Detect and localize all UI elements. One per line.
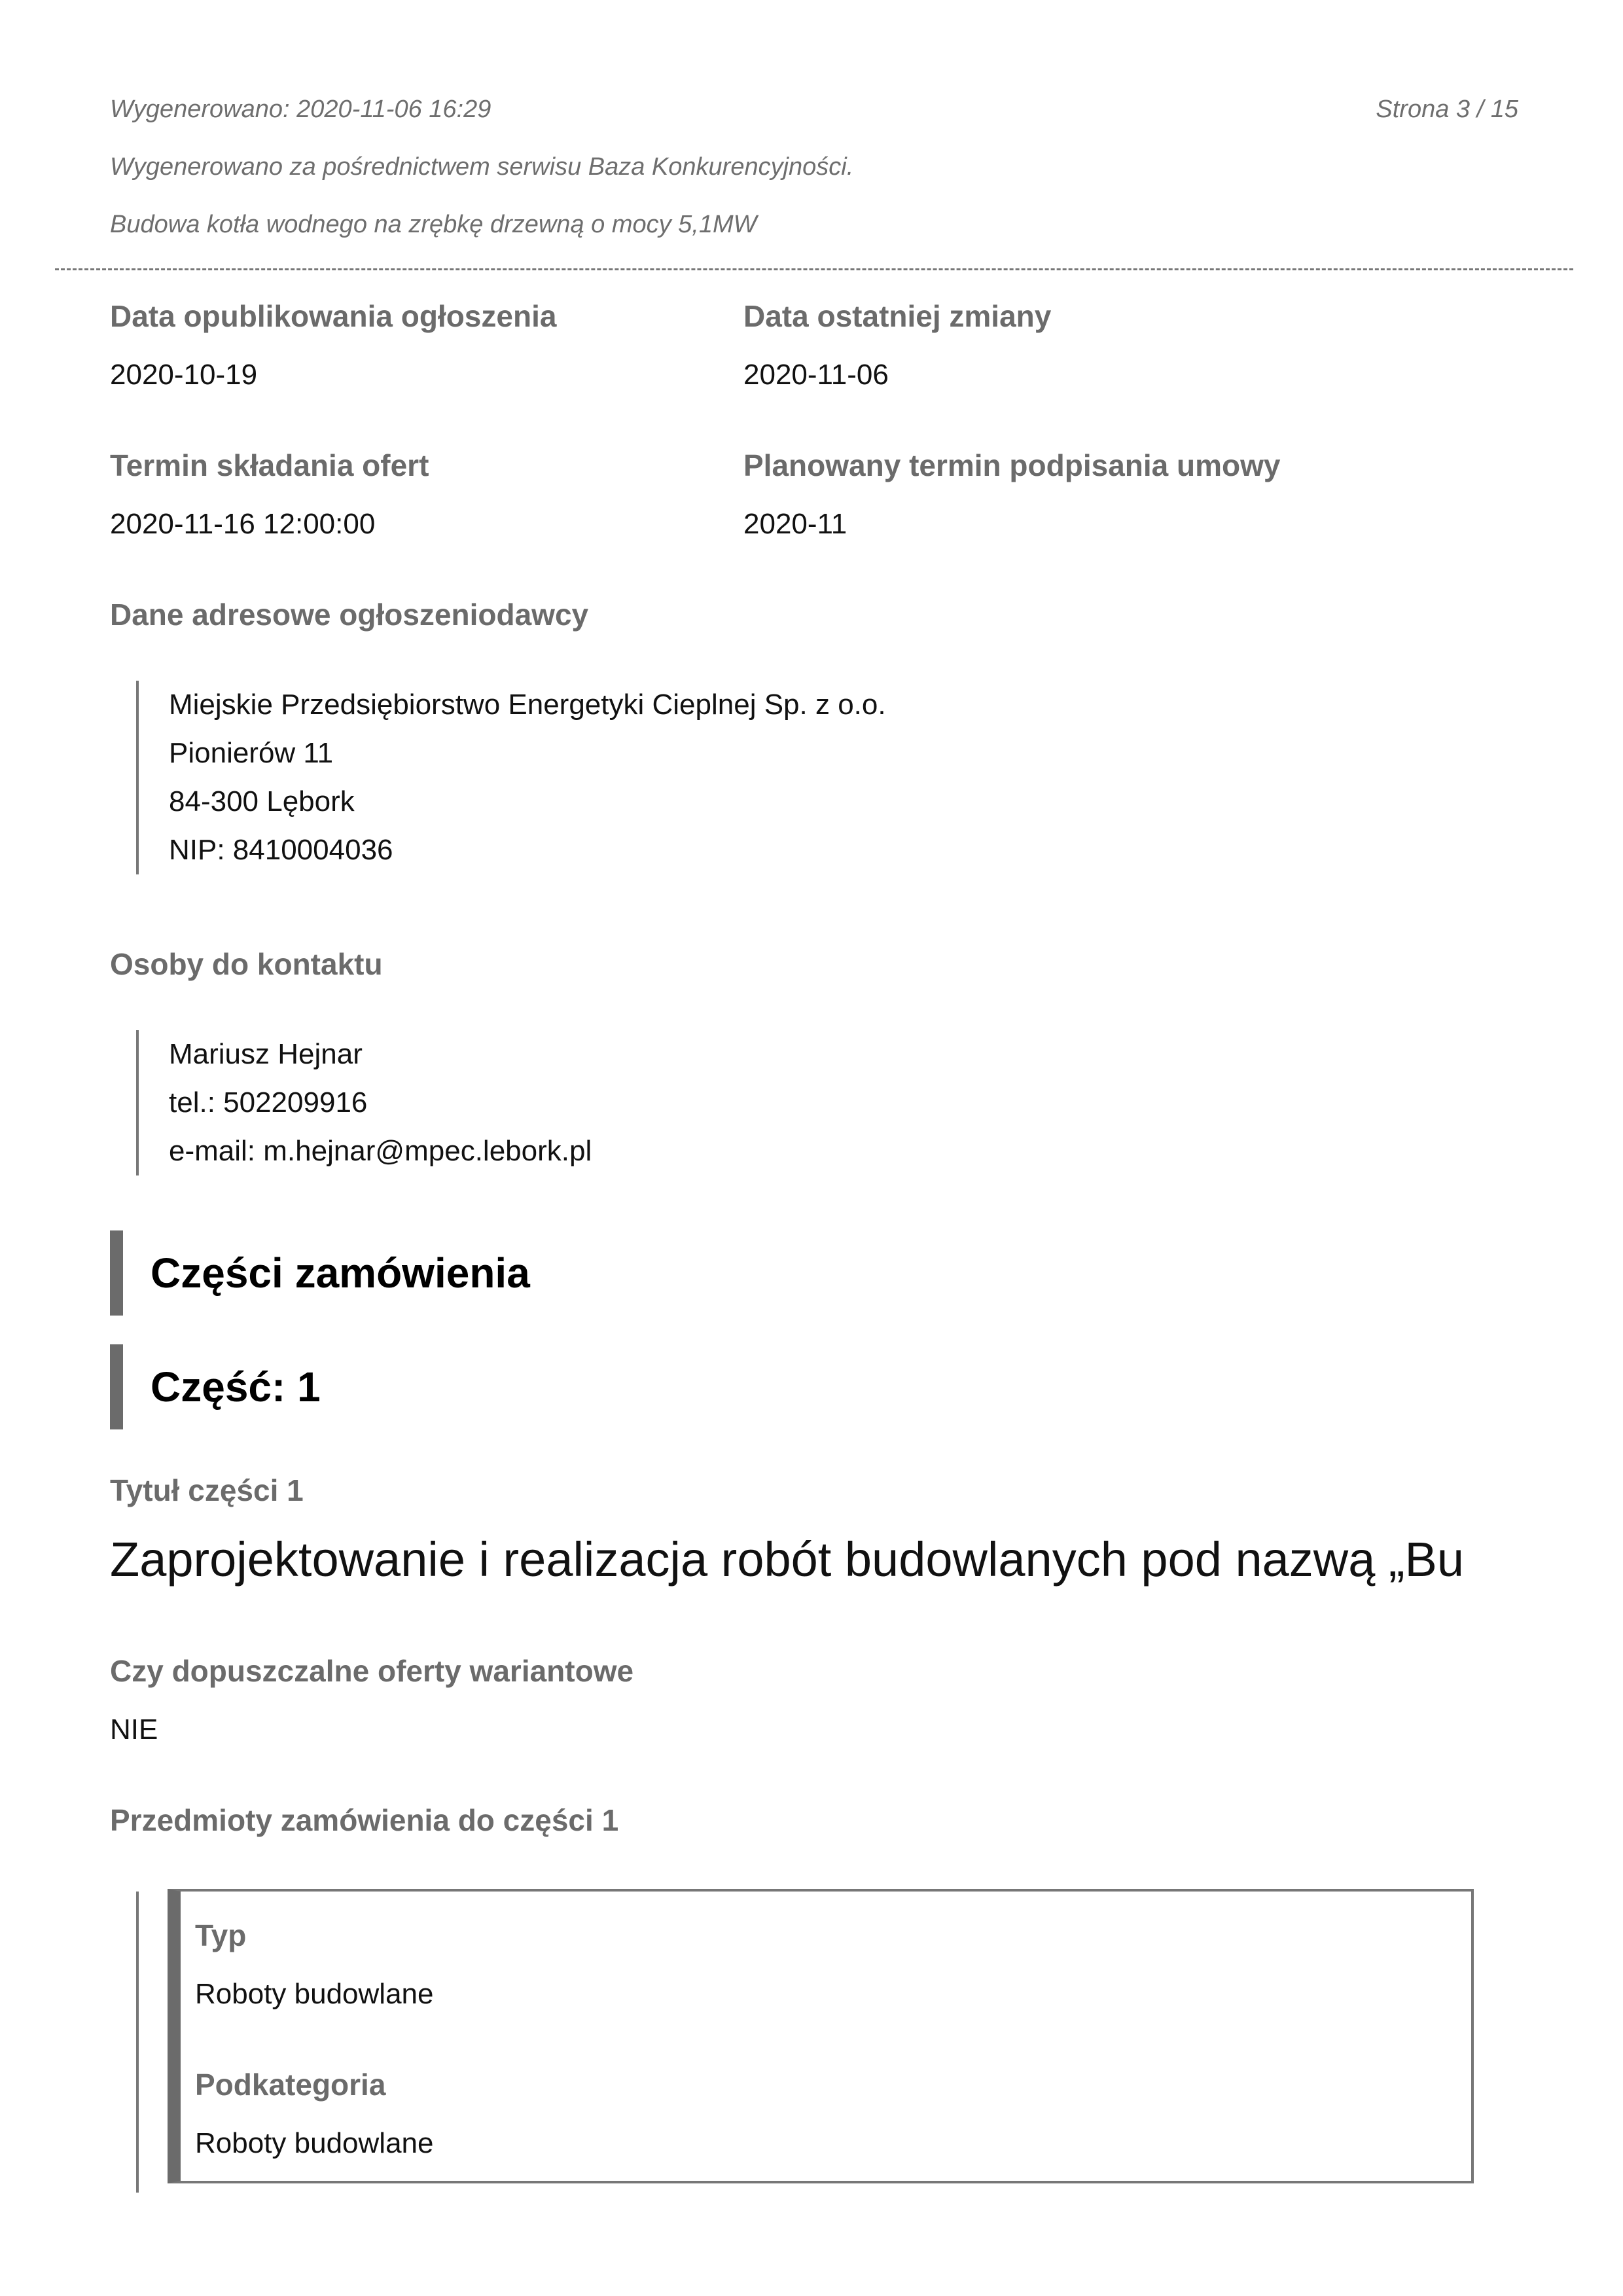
subject-type-value: Roboty budowlane xyxy=(195,1978,434,2010)
subject-subcategory-value: Roboty budowlane xyxy=(195,2127,434,2159)
page-number: Strona 3 / 15 xyxy=(1376,96,1518,123)
offer-deadline-value: 2020-11-16 12:00:00 xyxy=(110,508,376,540)
subject-subcategory-label: Podkategoria xyxy=(195,2068,386,2102)
address-line: 84-300 Lębork xyxy=(169,785,355,817)
offer-deadline-label: Termin składania ofert xyxy=(110,448,429,482)
contact-label: Osoby do kontaktu xyxy=(110,947,383,981)
last-change-value: 2020-11-06 xyxy=(743,359,889,391)
address-line: Miejskie Przedsiębiorstwo Energetyki Cieplnej Sp. z o.o. xyxy=(169,689,886,721)
subject-type-label: Typ xyxy=(195,1918,247,1952)
address-line: Pionierów 11 xyxy=(169,737,334,769)
address-block xyxy=(136,681,886,874)
document-title: Budowa kotła wodnego na zrębkę drzewną o mocy 5,1MW xyxy=(110,211,757,238)
subjects-quote-bar xyxy=(136,1892,139,2193)
generated-source: Wygenerowano za pośrednictwem serwisu Baza Konkurencyjności. xyxy=(110,153,854,181)
parts-heading: Części zamówienia xyxy=(110,1230,530,1316)
variant-offers-label: Czy dopuszczalne oferty wariantowe xyxy=(110,1654,634,1688)
address-line: NIP: 8410004036 xyxy=(169,834,393,866)
published-date-value: 2020-10-19 xyxy=(110,359,258,391)
generated-timestamp: Wygenerowano: 2020-11-06 16:29 xyxy=(110,96,491,123)
contact-email: e-mail: m.hejnar@mpec.lebork.pl xyxy=(169,1135,592,1167)
contract-date-label: Planowany termin podpisania umowy xyxy=(743,448,1281,482)
header-divider xyxy=(55,268,1573,270)
contact-block xyxy=(136,1030,592,1175)
part-title-label: Tytuł części 1 xyxy=(110,1473,304,1507)
subject-card xyxy=(168,1889,1474,2183)
contract-date-value: 2020-11 xyxy=(743,508,847,540)
part-heading: Część: 1 xyxy=(110,1344,321,1429)
contact-name: Mariusz Hejnar xyxy=(169,1038,363,1070)
part-title-value: Zaprojektowanie i realizacja robót budowlanych pod nazwą „Bu xyxy=(110,1532,1465,1587)
variant-offers-value: NIE xyxy=(110,1713,158,1746)
address-label: Dane adresowe ogłoszeniodawcy xyxy=(110,598,589,632)
published-date-label: Data opublikowania ogłoszenia xyxy=(110,299,557,333)
subjects-label: Przedmioty zamówienia do części 1 xyxy=(110,1803,619,1837)
contact-phone: tel.: 502209916 xyxy=(169,1086,368,1119)
last-change-label: Data ostatniej zmiany xyxy=(743,299,1052,333)
